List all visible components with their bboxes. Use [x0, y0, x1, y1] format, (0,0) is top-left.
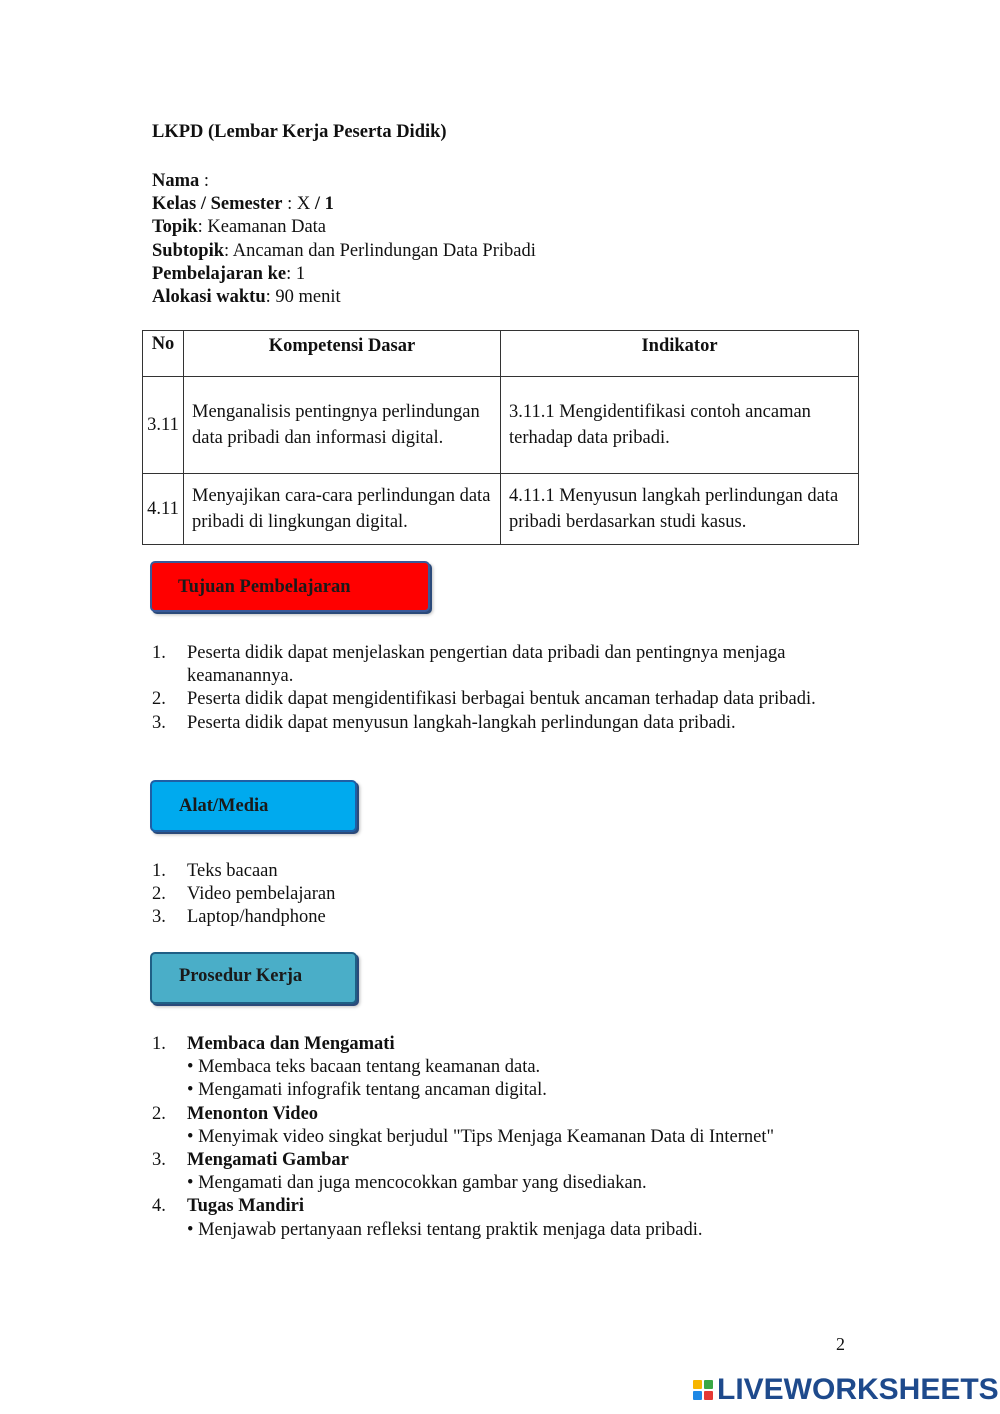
cell-no: 4.11	[143, 474, 184, 545]
tujuan-heading: Tujuan Pembelajaran	[150, 561, 430, 612]
list-item: 3. Mengamati Gambar	[152, 1150, 349, 1171]
prosedur-list	[152, 1033, 852, 1242]
list-item: 2. Peserta didik dapat mengidentifikasi berbagai bentuk ancaman terhadap data pribadi.	[152, 689, 816, 710]
meta-pembelajaran: Pembelajaran ke: 1	[152, 263, 306, 284]
meta-alokasi: Alokasi waktu: 90 menit	[152, 287, 341, 308]
header-kd: Kompetensi Dasar	[184, 331, 501, 377]
tujuan-list	[152, 642, 852, 735]
header-indikator: Indikator	[501, 331, 859, 377]
table-row	[143, 474, 859, 545]
table-header-row	[143, 331, 859, 377]
cell-indikator: 4.11.1 Menyusun langkah perlindungan data pribadi berdasarkan studi kasus.	[501, 474, 859, 545]
meta-topik: Topik: Keamanan Data	[152, 217, 327, 238]
sub-item: • Menjawab pertanyaan refleksi tentang praktik menjaga data pribadi.	[187, 1219, 703, 1240]
student-info	[152, 170, 536, 309]
list-item: 3. Laptop/handphone	[152, 907, 326, 928]
list-item: 1. Membaca dan Mengamati	[152, 1034, 395, 1054]
list-item: 2. Video pembelajaran	[152, 884, 336, 905]
prosedur-heading: Prosedur Kerja	[150, 952, 357, 1004]
brand-name: LIVEWORKSHEETS	[717, 1373, 999, 1406]
meta-kelas: Kelas / Semester : X / 1	[152, 194, 334, 215]
table-row	[143, 377, 859, 474]
list-item: 2. Menonton Video	[152, 1103, 319, 1124]
sub-item: • Menyimak video singkat berjudul "Tips Menjaga Keamanan Data di Internet"	[187, 1126, 775, 1147]
sub-item: • Mengamati infografik tentang ancaman digital.	[187, 1080, 547, 1101]
list-item: 1. Peserta didik dapat menjelaskan pengertian data pribadi dan pentingnya menjaga keamanannya.	[152, 643, 786, 687]
competency-table	[142, 330, 859, 545]
page-title: LKPD (Lembar Kerja Peserta Didik)	[152, 122, 447, 142]
cell-no: 3.11	[143, 377, 184, 474]
liveworksheets-logo[interactable]	[693, 1373, 999, 1407]
page-number: 2	[836, 1334, 845, 1354]
cell-kd: Menganalisis pentingnya perlindungan data pribadi dan informasi digital.	[184, 377, 501, 474]
meta-nama: Nama :	[152, 171, 210, 191]
alat-heading: Alat/Media	[150, 780, 357, 832]
liveworksheets-logo-icon	[693, 1380, 713, 1400]
alat-list	[152, 860, 852, 930]
sub-item: • Mengamati dan juga mencocokkan gambar yang disediakan.	[187, 1173, 647, 1194]
meta-subtopik: Subtopik: Ancaman dan Perlindungan Data Pribadi	[152, 240, 536, 261]
sub-item: • Membaca teks bacaan tentang keamanan data.	[187, 1057, 541, 1078]
cell-indikator: 3.11.1 Mengidentifikasi contoh ancaman terhadap data pribadi.	[501, 377, 859, 474]
list-item: 1. Teks bacaan	[152, 861, 278, 881]
header-no: No	[143, 331, 184, 377]
list-item: 3. Peserta didik dapat menyusun langkah-langkah perlindungan data pribadi.	[152, 712, 736, 733]
cell-kd: Menyajikan cara-cara perlindungan data pribadi di lingkungan digital.	[184, 474, 501, 545]
list-item: 4. Tugas Mandiri	[152, 1196, 305, 1217]
